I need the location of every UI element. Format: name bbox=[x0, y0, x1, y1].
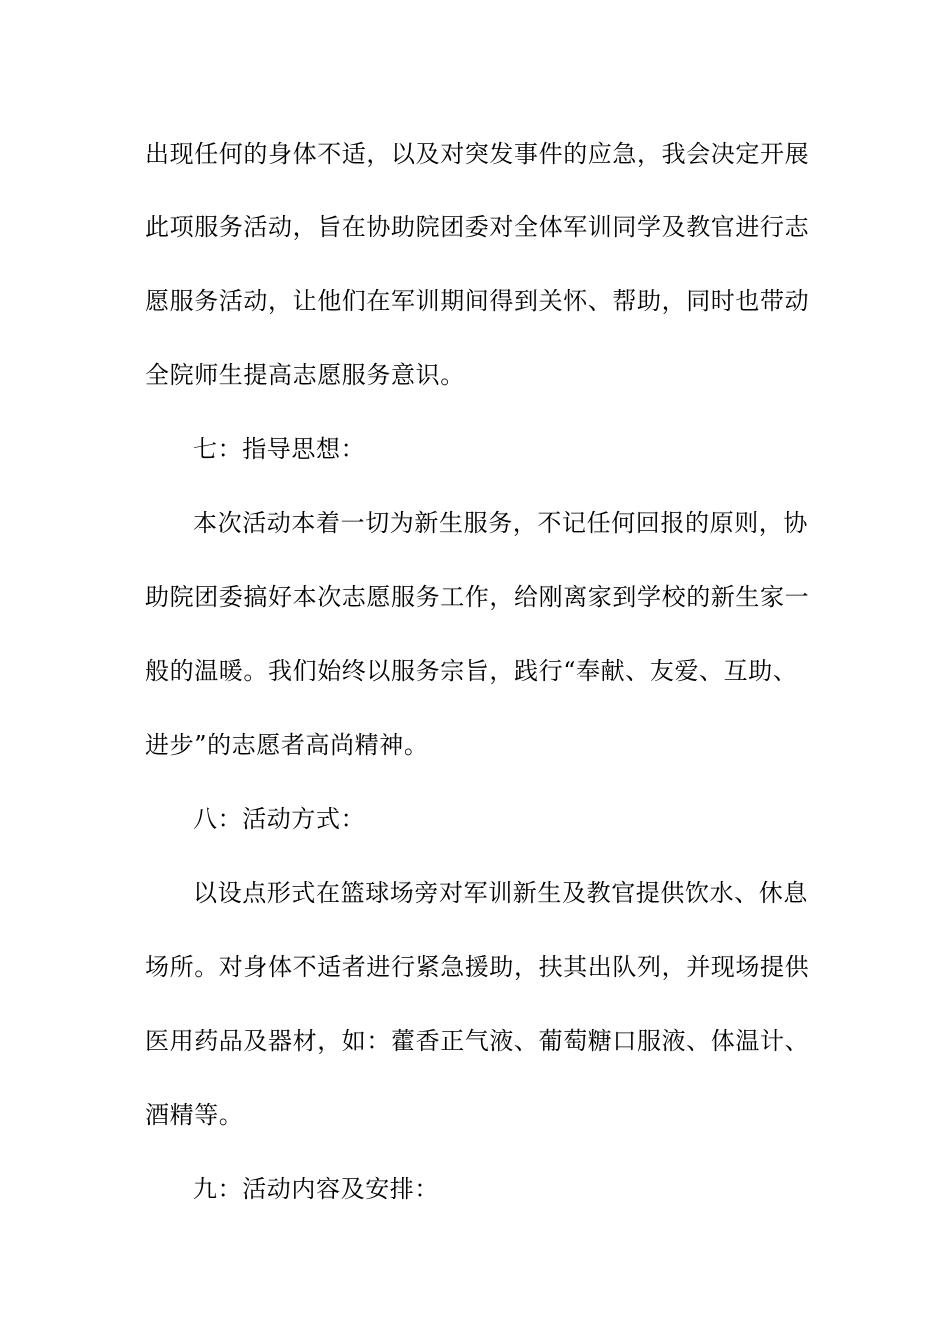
paragraph-line: 全院师生提高志愿服务意识。 bbox=[145, 361, 465, 389]
paragraph-line: 进步”的志愿者高尚精神。 bbox=[145, 731, 429, 759]
paragraph-line: 般的温暖。我们始终以服务宗旨，践行“奉献、友爱、互助、 bbox=[145, 657, 798, 685]
section-heading-7: 七：指导思想： bbox=[193, 435, 366, 463]
paragraph-line: 医用药品及器材，如：藿香正气液、葡萄糖口服液、体温计、 bbox=[145, 1027, 810, 1055]
paragraph-line: 本次活动本着一切为新生服务，不记任何回报的原则，协 bbox=[193, 509, 808, 537]
paragraph-line: 酒精等。 bbox=[145, 1101, 244, 1129]
paragraph-line: 出现任何的身体不适，以及对突发事件的应急，我会决定开展 bbox=[145, 140, 810, 168]
paragraph-line: 场所。对身体不适者进行紧急援助，扶其出队列，并现场提供 bbox=[145, 953, 810, 981]
paragraph-line: 此项服务活动，旨在协助院团委对全体军训同学及教官进行志 bbox=[145, 213, 810, 241]
paragraph-line: 愿服务活动，让他们在军训期间得到关怀、帮助，同时也带动 bbox=[145, 287, 810, 315]
paragraph-line: 助院团委搞好本次志愿服务工作，给刚离家到学校的新生家一 bbox=[145, 583, 810, 611]
paragraph-line: 以设点形式在篮球场旁对军训新生及教官提供饮水、休息 bbox=[193, 879, 808, 907]
section-heading-9: 九：活动内容及安排： bbox=[193, 1175, 439, 1203]
section-heading-8: 八：活动方式： bbox=[193, 805, 366, 833]
